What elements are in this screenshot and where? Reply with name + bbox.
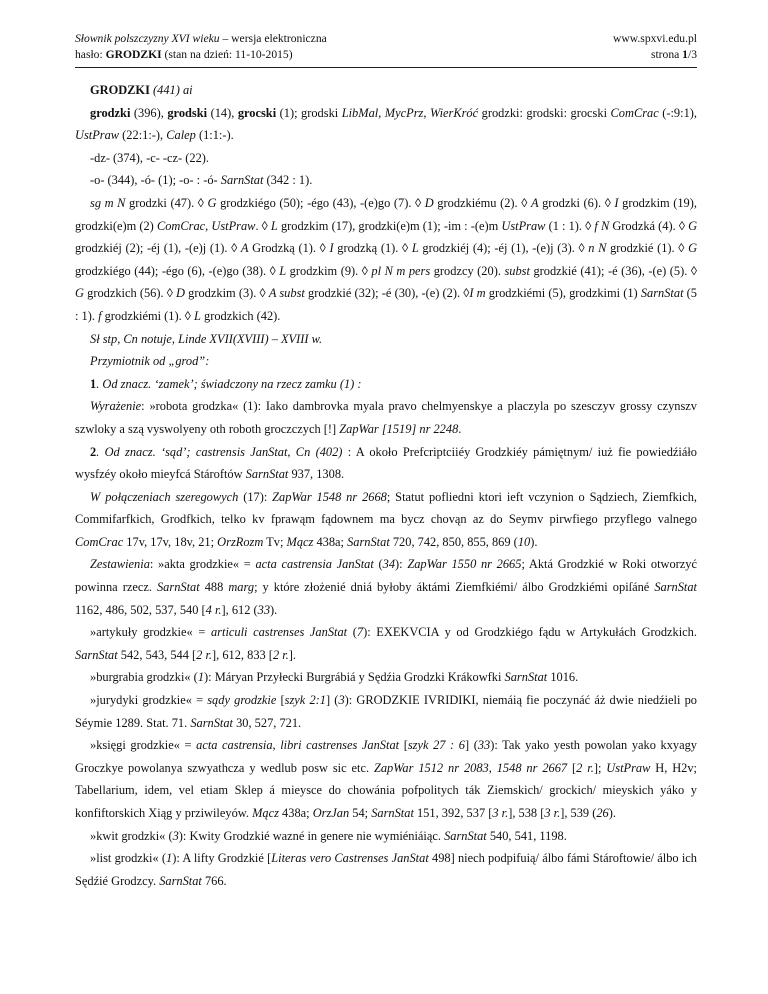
header-entry: hasło: GRODZKI (stan na dzień: 11-10-2015) — [75, 48, 293, 61]
sense-2-series: W połączeniach szeregowych (17): ZapWar 1548 nr 2668; Statut pofliedni ktori ieft vczynion o Sądziech, Ziemfkich, Commifarfkich, Grodfkich, telko kv fprawąm fądownem ma bycz chovąn az do Seymv pirwfiego przyflego valnego ComCrac 17v, 17v, 18v, 21; OrzRozm Tv; Mącz 438a; SarnStat 720, 742, 850, 855, 869 (10). — [75, 489, 698, 549]
header-title: Słownik polszczyzny XVI wieku – wersja elektroniczna — [75, 32, 327, 45]
collocation-kwit: »kwit grodzki« (3): Kwity Grodzkié wazné in genere nie wymiéniáiąc. SarnStat 540, 541, 1198. — [90, 828, 567, 843]
collocation-burgrabia: »burgrabia grodzki« (1): Máryan Przyłecki Burgrábiá y Sędźia Grodzki Krákowfki SarnStat 1016. — [90, 670, 579, 685]
sense-2: 2. Od znacz. ‘sąd’; castrensis JanStat, Cn (402) : A około Prefcriptciiéy Grodzkiéy pámiętnym/ iuż fie powiedźiáło wysfzéy około mieyfcá Stároftów SarnStat 937, 1308. — [75, 444, 697, 482]
dictionary-entry — [75, 79, 697, 892]
entry-dictionaries: Sł stp, Cn notuje, Linde XVII(XVIII) – XVIII w. — [90, 331, 323, 346]
entry-spelling-dz: -dz- (374), -c- -cz- (22). — [90, 150, 210, 165]
collocation-ksiegi: »księgi grodzkie« = acta castrensia, libri castrenses JanStat [szyk 27 : 6] (33): Tak yako yesth powolan yako kxyagy Groczkye powolanya szwyathcza y wedlub posw sic etc. ZapWar 1512 nr 2083, 1548 nr 2667 [2 r.]; UstPraw H, H2v; Tabellarium, idem, vel etiam Sklep á mieysce do chowánia pofpolitych ták Ziemskich/ grockich/ mieyskich yáko y konfiftorskich Xiąg y prziwileyów. Mącz 438a; OrzJan 54; SarnStat 151, 392, 537 [3 r.], 538 [3 r.], 539 (26). — [75, 738, 698, 820]
collocation-akta: Zestawienia: »akta grodzkie« = acta castrensia JanStat (34): ZapWar 1550 nr 2665; Aktá Grodzkié w Roki otworzyć powinna rzecz. SarnStat 488 marg; y które złożenié dniá byłoby áktámi Ziemfkiémi/ álbo Grodzkiémi opiſáné SarnStat 1162, 486, 502, 537, 540 [4 r.], 612 (33). — [75, 557, 697, 617]
page-header — [75, 31, 697, 63]
collocation-artykuly: »artykuły grodzkie« = articuli castrenses JanStat (7): EXEKVCIA y od Grodzkiégo fądu w Artykułách Grodzkich. SarnStat 542, 543, 544 [2 r.], 612, 833 [2 r.]. — [75, 625, 697, 662]
collocation-jurydyki: »jurydyki grodzkie« = sądy grodzkie [szyk 2:1] (3): GRODZKIE IVRIDIKI, niemáią fie poczynáć áż dwie niedźieli po Séymie 1289. Stat. 71. SarnStat 30, 527, 721. — [75, 693, 697, 730]
header-divider — [75, 67, 697, 68]
header-site[interactable]: www.spxvi.edu.pl — [613, 32, 697, 45]
entry-etymology: Przymiotnik od „grod”: — [90, 354, 210, 369]
sense-1-expression: Wyrażenie: »robota grodzka« (1): Iako dambrovka myala pravo chelmyenskye a placzyla po szesczyv grossy czynszv szwloky a szą vyswolyeny oth roboth groczczych [!] ZapWar [1519] nr 2248. — [75, 399, 697, 436]
entry-inflection: sg m N grodzki (47). ◊ G grodzkiégo (50); -égo (43), -(e)go (7). ◊ D grodzkiému (2). ◊ A grodzki (6). ◊ I grodzkim (19), grodzki(e)m (2) ComCrac, UstPraw. ◊ L grodzkim (17), grodzki(e)m (1); -im : -(e)m UstPraw (1 : 1). ◊ f N Grodzká (4). ◊ G grodzkiéj (2); -éj (1), -(e)j (1). ◊ A Grodzką (1). ◊ I grodzką (1). ◊ L grodzkiéj (4); -éj (1), -(e)j (3). ◊ n N grodzkié (1). ◊ G grodzkiégo (44); -égo (6), -(e)go (38). ◊ L grodzkim (9). ◊ pl N m pers grodzcy (20). subst grodzkié (41); -é (36), -(e) (5). ◊ G grodzkich (56). ◊ D grodzkim (3). ◊ A subst grodzkié (32); -é (30), -(e) (2). ◊I m grodzkiémi (5), grodzkimi (1) SarnStat (5 : 1). f grodzkiémi (1). ◊ L grodzkich (42). — [75, 195, 698, 323]
header-page-number: strona 1/3 — [650, 48, 697, 61]
entry-variants: grodzki (396), grodski (14), grocski (1); grodski LibMal, MycPrz, WierKróć grodzki: grodski: grocski ComCrac (-:9:1), UstPraw (22:1:-), Calep (1:1:-). — [75, 105, 697, 143]
collocation-list: »list grodzki« (1): A lifty Grodzkié [Literas vero Castrenses JanStat 498] niech podpifuią/ álbo fámi Stároftowie/ álbo ich Sędźié Grodzcy. SarnStat 766. — [75, 851, 697, 888]
sense-1: 1. Od znacz. ‘zamek’; świadczony na rzecz zamku (1) : — [90, 376, 362, 391]
entry-spelling-o: -o- (344), -ó- (1); -o- : -ó- SarnStat (342 : 1). — [90, 173, 313, 188]
entry-headword: GRODZKI (441) ai — [90, 83, 193, 97]
